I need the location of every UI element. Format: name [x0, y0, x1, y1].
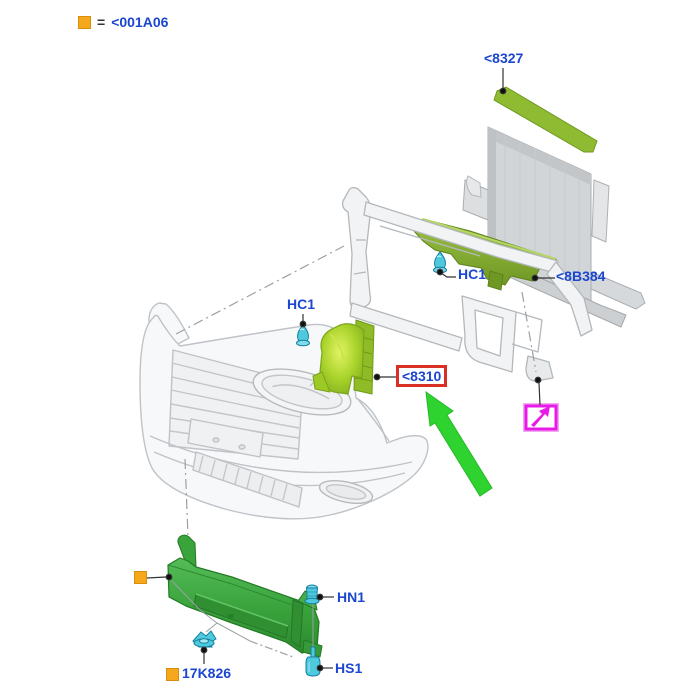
- callout-8327[interactable]: <8327: [484, 50, 524, 66]
- callout-hc1-left[interactable]: HC1: [287, 296, 316, 312]
- view-direction-box: [526, 406, 556, 429]
- legend-orange-square-icon: [78, 16, 91, 29]
- construction-line: [250, 641, 293, 657]
- legend-part-code[interactable]: <001A06: [111, 14, 169, 30]
- 17k826-orange-square-icon: [166, 668, 179, 681]
- radiator-assembly: [463, 127, 645, 327]
- shield-orange-square-icon: [134, 571, 147, 584]
- front-bumper: [140, 303, 428, 519]
- legend-equals: =: [97, 14, 106, 30]
- construction-line: [176, 246, 344, 334]
- callout-8b384[interactable]: <8B384: [556, 268, 606, 284]
- nut-hn1-icon[interactable]: [305, 585, 319, 604]
- wing-clip-17k826-icon[interactable]: [193, 631, 216, 647]
- callout-17k826[interactable]: 17K826: [182, 665, 232, 681]
- radiator-right-bracket: [592, 180, 609, 242]
- callout-8310-red-box[interactable]: <8310: [396, 365, 447, 387]
- green-pointer-arrow: [426, 392, 492, 496]
- legend: [78, 14, 168, 30]
- callout-hn1[interactable]: HN1: [337, 589, 366, 605]
- callout-hs1[interactable]: HS1: [335, 660, 363, 676]
- callout-hc1-right[interactable]: HC1: [458, 266, 487, 282]
